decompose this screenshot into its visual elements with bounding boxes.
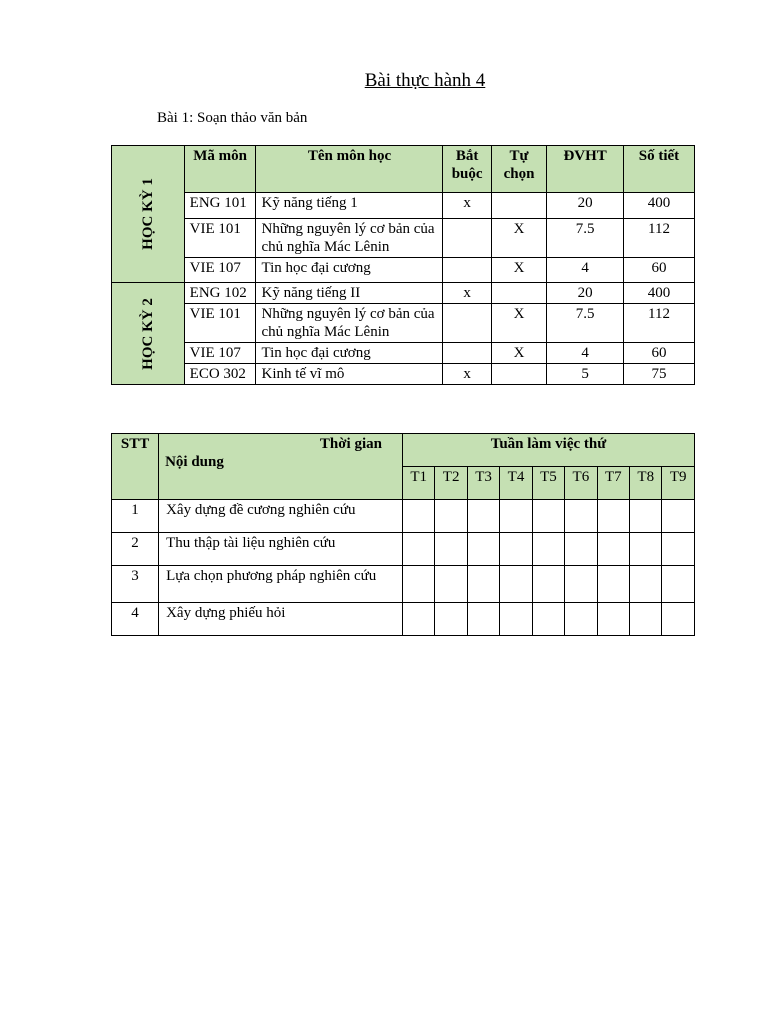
header-elective: Tự chọn [491, 146, 547, 193]
week-label: T4 [500, 467, 532, 500]
document-title: Bài thực hành 4 [364, 70, 486, 91]
table-row [112, 533, 695, 566]
cell-periods: 60 [623, 257, 694, 282]
cell-name: Kỹ năng tiếng II [256, 283, 443, 304]
header-required: Bắt buộc [443, 146, 491, 193]
cell-required: x [443, 283, 491, 304]
table-row [112, 193, 695, 218]
header-time-content [159, 434, 403, 500]
cell-code: ENG 102 [184, 283, 256, 304]
table-row [112, 283, 695, 304]
cell-stt: 1 [112, 500, 159, 533]
header-content: Nội dung [165, 454, 224, 470]
cell-required [443, 304, 491, 343]
cell-required: x [443, 364, 491, 385]
cell-name: Tin học đại cương [256, 257, 443, 282]
table-row [112, 257, 695, 282]
week-label: T6 [565, 467, 597, 500]
cell-content: Lựa chọn phương pháp nghiên cứu [159, 566, 403, 603]
header-time: Thời gian [319, 436, 382, 452]
cell-code: VIE 101 [184, 218, 256, 257]
cell-code: ENG 101 [184, 193, 256, 218]
exercise-subtitle: Bài 1: Soạn thảo văn bản [157, 110, 308, 126]
cell-code: VIE 107 [184, 343, 256, 364]
cell-elective [491, 364, 547, 385]
cell-periods: 75 [623, 364, 694, 385]
table-row [112, 500, 695, 533]
header-credits: ĐVHT [547, 146, 624, 193]
cell-code: ECO 302 [184, 364, 256, 385]
schedule-table [111, 433, 695, 636]
table-row [112, 566, 695, 603]
cell-content: Thu thập tài liệu nghiên cứu [159, 533, 403, 566]
table-row [112, 343, 695, 364]
week-label: T9 [662, 467, 695, 500]
header-stt: STT [112, 434, 159, 500]
table-row [112, 364, 695, 385]
cell-elective: X [491, 257, 547, 282]
week-label: T1 [402, 467, 434, 500]
schedule-header-row [112, 434, 695, 467]
header-code: Mã môn [184, 146, 256, 193]
cell-credits: 4 [547, 257, 624, 282]
week-label: T5 [532, 467, 564, 500]
course-table [111, 145, 695, 385]
cell-name: Tin học đại cương [256, 343, 443, 364]
cell-elective [491, 283, 547, 304]
semester-2-label: HỌC KỲ 2 [112, 283, 185, 385]
course-table-header [112, 146, 695, 193]
header-name: Tên môn học [256, 146, 443, 193]
cell-credits: 20 [547, 193, 624, 218]
cell-stt: 4 [112, 603, 159, 636]
header-periods: Số tiết [623, 146, 694, 193]
cell-credits: 5 [547, 364, 624, 385]
cell-content: Xây dựng đề cương nghiên cứu [159, 500, 403, 533]
table-row [112, 603, 695, 636]
week-label: T8 [630, 467, 662, 500]
week-label: T7 [597, 467, 629, 500]
cell-name: Kỹ năng tiếng 1 [256, 193, 443, 218]
cell-elective: X [491, 304, 547, 343]
cell-periods: 112 [623, 218, 694, 257]
table-row [112, 304, 695, 343]
cell-name: Kinh tế vĩ mô [256, 364, 443, 385]
cell-elective [491, 193, 547, 218]
cell-code: VIE 107 [184, 257, 256, 282]
cell-stt: 3 [112, 566, 159, 603]
cell-periods: 400 [623, 193, 694, 218]
cell-periods: 112 [623, 304, 694, 343]
cell-periods: 60 [623, 343, 694, 364]
cell-required: x [443, 193, 491, 218]
table-row [112, 218, 695, 257]
cell-stt: 2 [112, 533, 159, 566]
cell-required [443, 343, 491, 364]
cell-content: Xây dựng phiếu hỏi [159, 603, 403, 636]
header-weeks: Tuần làm việc thứ [402, 434, 694, 467]
cell-credits: 7.5 [547, 218, 624, 257]
week-label: T3 [467, 467, 499, 500]
cell-code: VIE 101 [184, 304, 256, 343]
cell-name: Những nguyên lý cơ bản của chủ nghĩa Mác Lênin [256, 304, 443, 343]
cell-elective: X [491, 343, 547, 364]
cell-credits: 20 [547, 283, 624, 304]
cell-credits: 7.5 [547, 304, 624, 343]
cell-name: Những nguyên lý cơ bản của chủ nghĩa Mác Lênin [256, 218, 443, 257]
cell-required [443, 218, 491, 257]
cell-periods: 400 [623, 283, 694, 304]
semester-1-label: HỌC KỲ 1 [112, 146, 185, 283]
cell-elective: X [491, 218, 547, 257]
cell-credits: 4 [547, 343, 624, 364]
week-label: T2 [435, 467, 467, 500]
cell-required [443, 257, 491, 282]
